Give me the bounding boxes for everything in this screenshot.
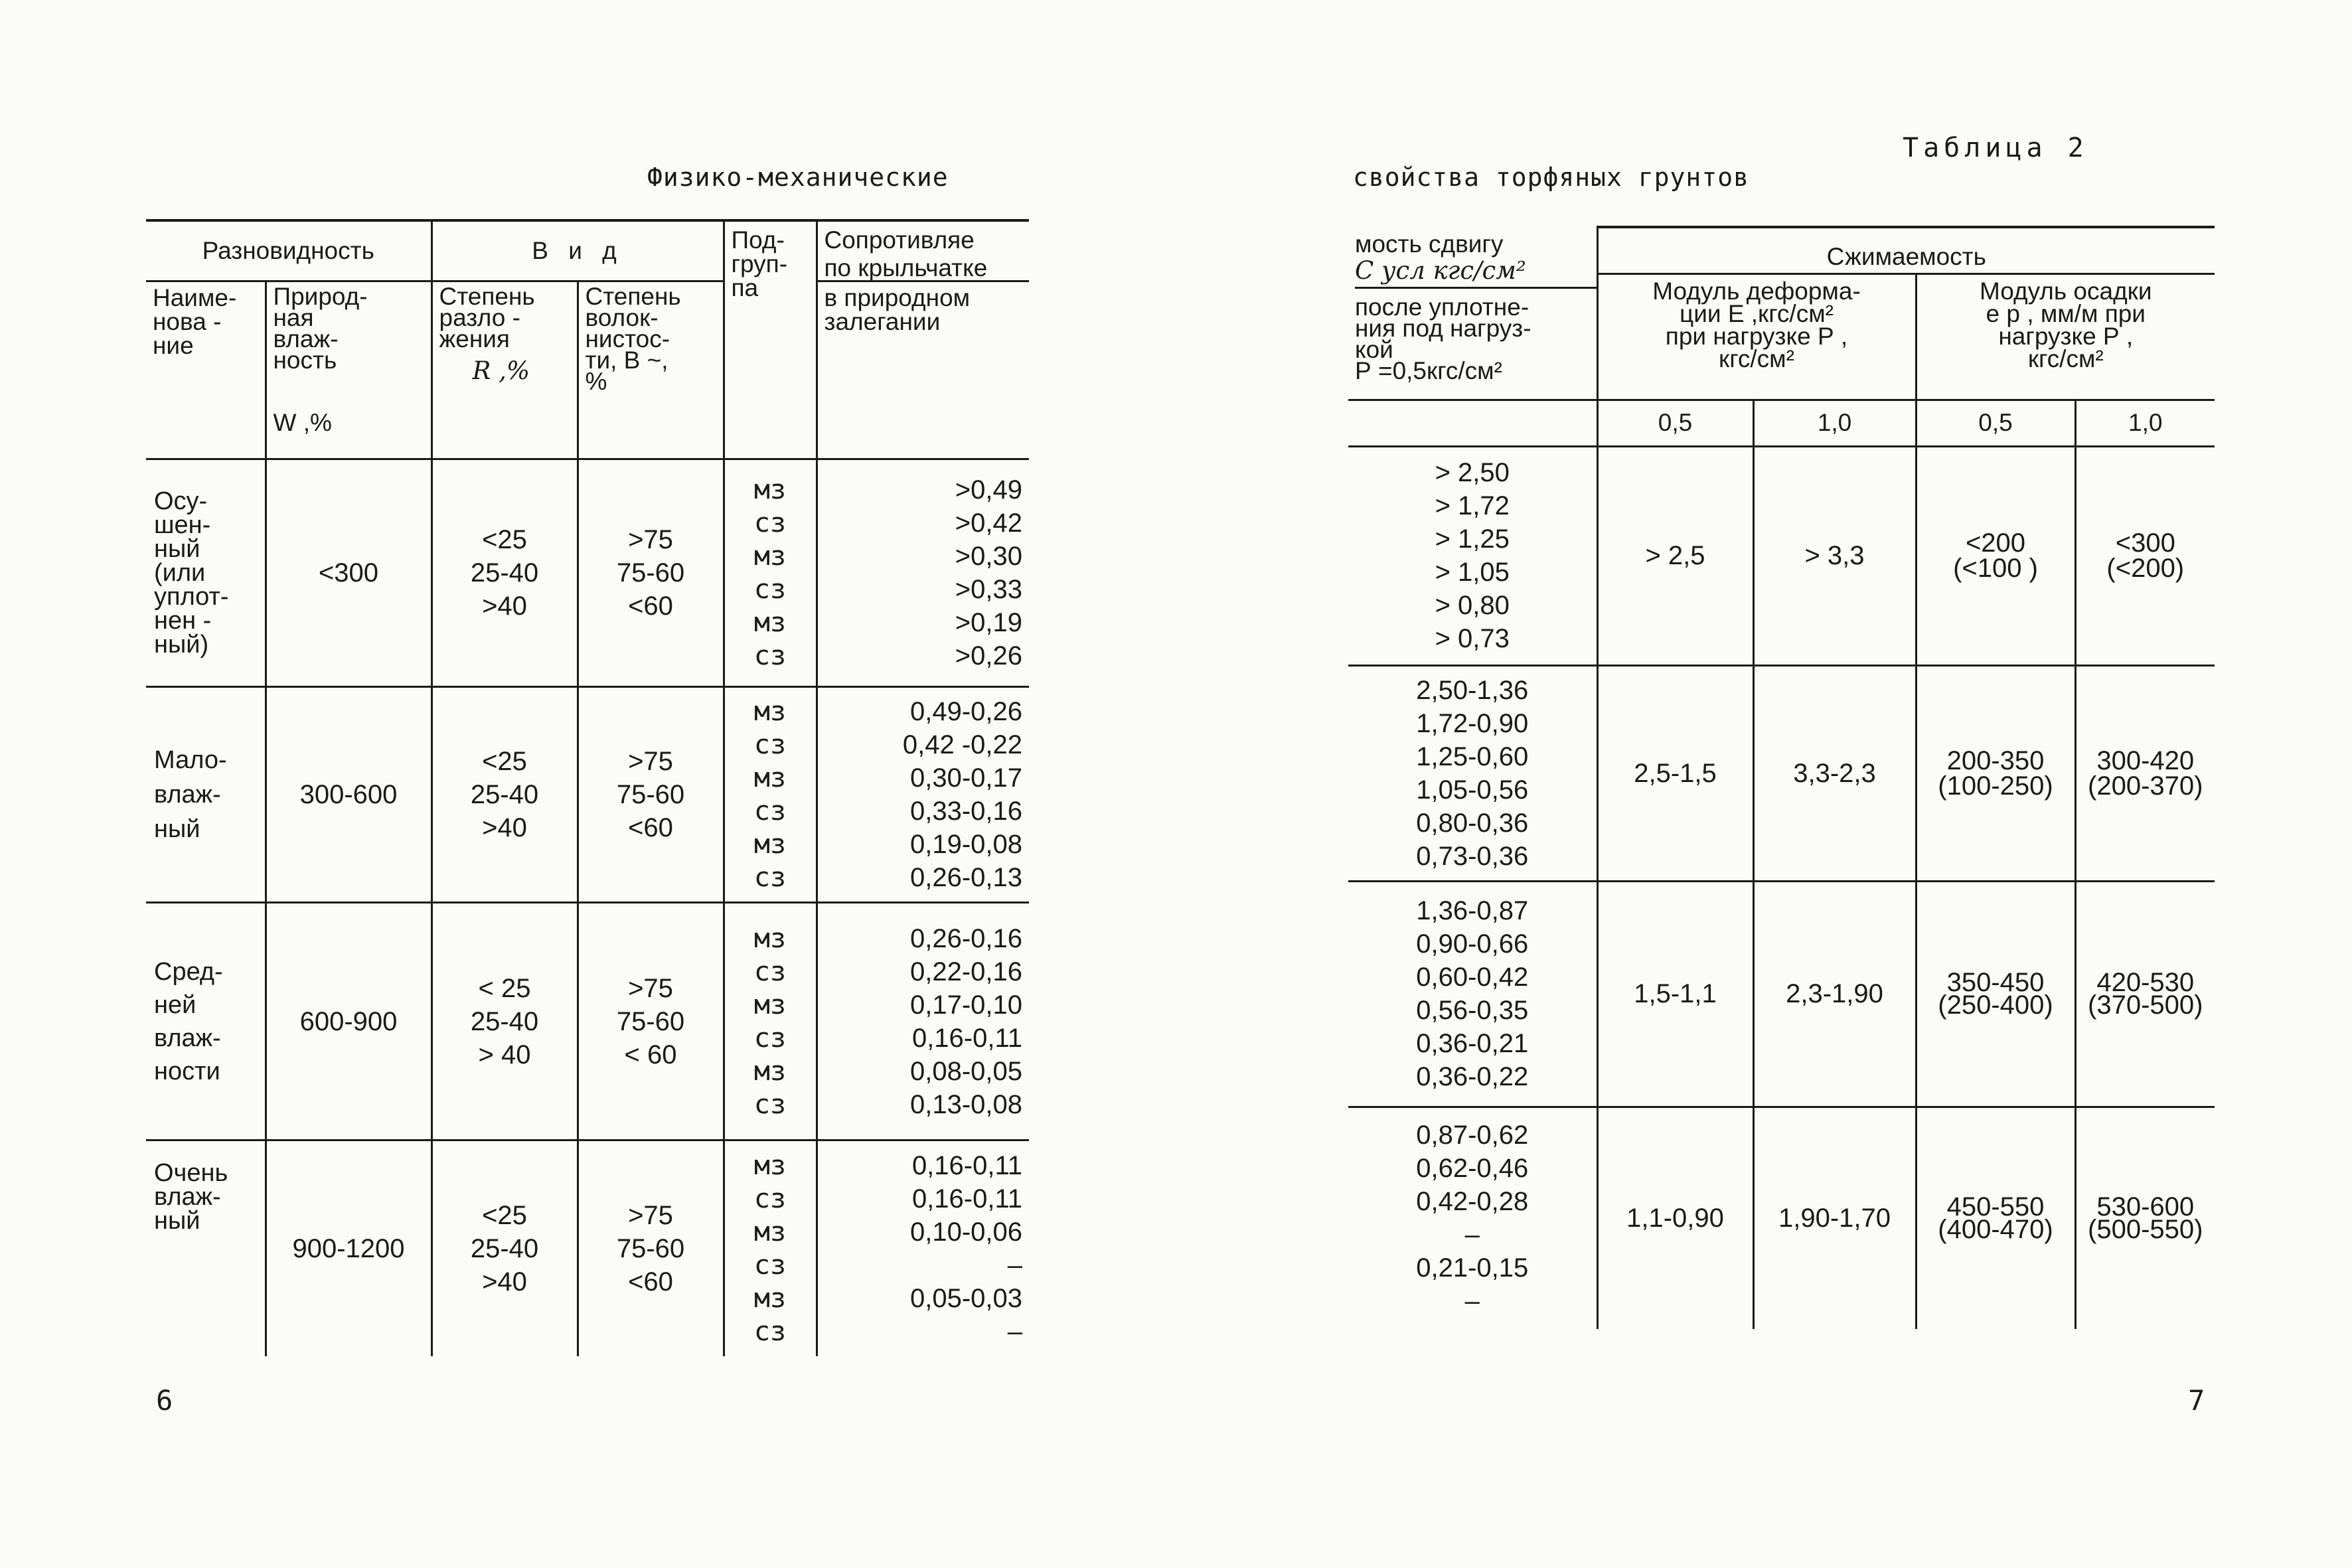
header-load-05: 0,5 [1916,400,2075,446]
value: 75-60 [616,1006,685,1036]
row-shear [1348,456,1597,655]
value: 1,05-0,56 [1416,775,1529,805]
value: сз [753,862,787,893]
row-moisture: 300-600 [266,687,431,903]
value: > 1,72 [1435,491,1510,520]
header-resistance-sub: по крыльчатке [824,254,988,281]
header-compressibility: Сжимаемость [1597,227,2215,274]
value: >75 [628,525,673,554]
header-natural: в природном залегании [817,281,1029,459]
value: сз [753,796,787,826]
value: 0,08-0,05 [909,1056,1022,1086]
header-name: Наиме- нова - ние [146,281,266,459]
value: > 2,50 [1435,458,1510,487]
row-resistance [818,922,1030,1121]
value: 0,60-0,42 [1416,963,1529,992]
table-number: Таблица 2 [1903,133,2088,163]
row-decomposition [433,972,577,1071]
value: 0,10-0,06 [909,1217,1022,1247]
value: 0,87-0,62 [1416,1121,1529,1150]
header-variety: Разновидность [146,220,431,281]
value: 2,50-1,36 [1416,675,1529,705]
value: 75-60 [616,558,685,588]
value: 1,36-0,87 [1416,896,1529,925]
row-settle-10: <300 (<200) [2075,446,2215,665]
value: 0,62-0,46 [1416,1154,1529,1184]
right-page-number: 7 [2188,1384,2205,1417]
row-decomposition [433,523,577,623]
row-settle-10: 420-530 (370-500) [2075,881,2215,1107]
value: >40 [482,1267,527,1296]
value: мз [753,1150,787,1181]
value: <25 [482,747,527,776]
value: 0,05-0,03 [909,1283,1022,1313]
left-page-number: 6 [156,1384,173,1417]
value: 25-40 [470,1233,539,1263]
value: 0,13-0,08 [909,1089,1022,1119]
value: 0,16-0,11 [911,1150,1022,1180]
right-page [1176,0,2352,1568]
value: > 0,80 [1435,591,1510,620]
row-deform-10: 3,3-2,3 [1753,665,1916,881]
value: <60 [628,1267,673,1296]
header-moisture-unit: W ,% [273,409,332,436]
value: мз [753,1216,787,1247]
value: > 40 [478,1040,531,1069]
row-moisture: 900-1200 [266,1140,431,1356]
value: мз [753,989,787,1020]
value: <60 [628,813,673,842]
row-resistance [818,1149,1030,1348]
header-kind: В и д [431,220,724,281]
value: 25-40 [470,780,539,809]
row-deform-05: > 2,5 [1597,446,1753,665]
value: сз [753,1089,787,1120]
row-resistance [818,473,1030,672]
row-deform-05: 1,1-0,90 [1597,1107,1753,1329]
header-fibrousness: Степень волок- нистос- ти, В ~, % [578,281,724,459]
value: – [1464,1220,1480,1250]
row-settle-05: 350-450 (250-400) [1916,881,2075,1107]
row-deform-10: 1,90-1,70 [1753,1107,1916,1329]
row-deform-05: 2,5-1,5 [1597,665,1753,881]
row-name: Мало- влаж- ный [146,687,266,903]
header-decomposition-unit: R ,% [472,356,530,385]
header-empty [1348,400,1597,446]
value: мз [753,475,787,505]
row-settle-05: 200-350 (100-250) [1916,665,2075,881]
value: мз [753,607,787,638]
value: 0,16-0,11 [911,1184,1022,1214]
value: 0,21-0,15 [1416,1253,1529,1283]
row-settle-10: 530-600 (500-550) [2075,1107,2215,1329]
table-row [146,687,1029,903]
value: 25-40 [470,558,539,588]
value: 25-40 [470,1006,539,1036]
value: >0,49 [955,475,1022,505]
row-subgroup [725,473,816,672]
value: >0,33 [955,575,1022,604]
value: > 0,73 [1435,624,1510,653]
value: 0,73-0,36 [1416,841,1529,871]
row-fibrousness [579,972,723,1071]
value: сз [753,730,787,760]
header-shear-unit: С усл кгс/см² [1355,259,1597,289]
value: – [1007,1250,1022,1280]
value: 75-60 [616,780,685,809]
row-name: Сред- ней влаж- ности [146,903,266,1140]
value: сз [753,574,787,605]
row-name: Осу- шен- ный (или уплот- нен - ный) [146,459,266,687]
value: 0,36-0,22 [1416,1062,1529,1091]
row-deform-10: 2,3-1,90 [1753,881,1916,1107]
header-shear-top: мость сдвигу [1355,230,1504,258]
table-row [146,903,1029,1140]
header-moisture [266,281,431,459]
right-table [1348,226,2215,1329]
header-shear-desc: после уплотне- ния под нагруз- кой Р =0,5кгс/см² [1355,293,1531,384]
value: 0,30-0,17 [909,763,1022,793]
left-caption: Физико-механические [647,163,949,192]
table-row [1348,1107,2215,1329]
value: >40 [482,813,527,842]
header-load-10: 1,0 [2075,400,2215,446]
row-settle-05: <200 (<100 ) [1916,446,2075,665]
left-table [146,219,1029,1356]
row-resistance [818,695,1030,894]
row-decomposition [433,745,577,844]
row-subgroup [725,1149,816,1348]
value: >75 [628,747,673,776]
value: 0,36-0,21 [1416,1029,1529,1058]
header-settlement-modulus: Модуль осадки е р , мм/м при нагрузке Р , кгс/см² [1916,274,2215,400]
value: >0,42 [955,509,1022,538]
value: 0,33-0,16 [909,797,1022,826]
row-fibrousness [579,523,723,623]
value: 0,16-0,11 [911,1023,1022,1053]
value: сз [753,1316,787,1347]
header-load-10: 1,0 [1753,400,1916,446]
row-deform-05: 1,5-1,1 [1597,881,1753,1107]
header-deform-modulus: Модуль деформа- ции Е ,кгс/см² при нагрузке Р , кгс/см² [1597,274,1916,400]
value: 0,19-0,08 [909,830,1022,859]
value: <25 [482,1200,527,1230]
row-shear [1348,894,1597,1093]
header-resistance-label: Сопротивляе [824,226,975,254]
right-caption: свойства торфяных грунтов [1353,163,1749,192]
value: >75 [628,1200,673,1230]
value: < 25 [478,973,531,1003]
row-moisture: 600-900 [266,903,431,1140]
value: 1,25-0,60 [1416,742,1529,771]
row-shear [1348,1119,1597,1318]
table-row [1348,665,2215,881]
value: 0,42-0,28 [1416,1187,1529,1217]
value: > 1,25 [1435,524,1510,554]
value: сз [753,508,787,538]
value: мз [753,1056,787,1087]
value: 0,49-0,26 [909,697,1022,726]
value: >75 [628,973,673,1003]
value: 0,42 -0,22 [902,730,1022,759]
value: > 1,05 [1435,558,1510,587]
header-resistance [817,220,1029,281]
value: мз [753,923,787,954]
value: мз [753,829,787,860]
value: мз [753,696,787,727]
value: 0,17-0,10 [909,990,1022,1020]
row-shear [1348,674,1597,873]
value: сз [753,1249,787,1281]
value: – [1464,1287,1480,1316]
value: >0,30 [955,542,1022,571]
table-row [146,459,1029,687]
header-subgroup: Под- груп- па [724,220,817,459]
row-name: Очень влаж- ный [146,1140,266,1356]
value: 0,90-0,66 [1416,929,1529,959]
value: 75-60 [616,1233,685,1263]
row-moisture: <300 [266,459,431,687]
value: >40 [482,591,527,621]
value: сз [753,956,787,987]
value: мз [753,541,787,572]
table-row [146,1140,1029,1356]
header-load-05: 0,5 [1597,400,1753,446]
value: сз [753,1022,787,1054]
table-row [1348,446,2215,665]
value: 0,80-0,36 [1416,808,1529,838]
value: < 60 [624,1040,677,1069]
header-decomposition-label: Степень разло - жения [439,283,535,353]
value: 0,22-0,16 [909,957,1022,986]
row-settle-10: 300-420 (200-370) [2075,665,2215,881]
row-fibrousness [579,745,723,844]
header-moisture-label: Природ- ная влаж- ность [273,283,368,374]
header-decomposition [431,281,578,459]
row-subgroup [725,695,816,894]
value: <60 [628,591,673,621]
table-row [1348,881,2215,1107]
value: >0,26 [955,641,1022,670]
value: 1,72-0,90 [1416,708,1529,738]
row-fibrousness [579,1199,723,1298]
row-subgroup [725,922,816,1121]
value: >0,19 [955,608,1022,637]
value: мз [753,1283,787,1314]
value: сз [753,641,787,671]
value: – [1007,1316,1022,1346]
header-shear [1348,227,1597,400]
row-deform-10: > 3,3 [1753,446,1916,665]
value: сз [753,1183,787,1214]
row-decomposition [433,1199,577,1298]
value: 0,26-0,13 [909,863,1022,892]
value: <25 [482,525,527,554]
value: 0,56-0,35 [1416,996,1529,1025]
row-settle-05: 450-550 (400-470) [1916,1107,2075,1329]
value: мз [753,763,787,793]
value: 0,26-0,16 [909,923,1022,953]
